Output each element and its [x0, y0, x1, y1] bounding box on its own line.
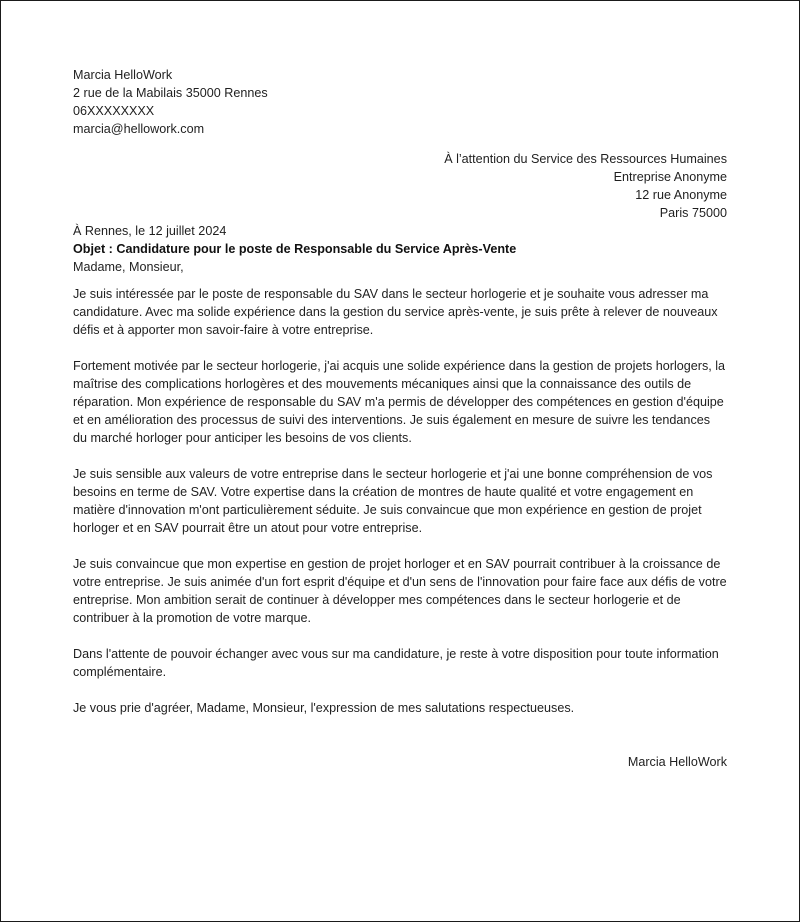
recipient-city: Paris 75000	[659, 206, 727, 220]
date-line: À Rennes, le 12 juillet 2024	[73, 224, 227, 238]
body-paragraph: Fortement motivée par le secteur horlogerie, j'ai acquis une solide expérience dans la gestion de projets horlogers, la maîtrise des complications horlogères et des mouvements mécaniques ainsi que la connaissance des outils de réparation. Mon expérience de responsable du SAV m'a permis de développer des compétences en gestion d'équipe et en amélioration des processus de suivi des interventions. Je suis également en mesure de suivre les tendances du marché horloger pour anticiper les besoins de vos clients.	[73, 359, 726, 445]
body-paragraph: Je suis intéressée par le poste de responsable du SAV dans le secteur horlogerie et je souhaite vous adresser ma candidature. Avec ma solide expérience dans la gestion du service après-vente, je suis prête à relever de nouveaux défis et à apporter mon savoir-faire à votre entreprise.	[73, 287, 718, 337]
letter-content	[73, 66, 727, 771]
body-paragraph: Je suis convaincue que mon expertise en gestion de projet horloger et en SAV pourrait contribuer à la croissance de votre entreprise. Je suis animée d'un fort esprit d'équipe et d'un sens de l'innovation pour faire face aux défis de votre entreprise. Mon ambition serait de continuer à développer mes compétences dans le secteur horlogerie et de contribuer à la promotion de votre marque.	[73, 557, 727, 625]
closing-formula: Je vous prie d'agréer, Madame, Monsieur, l'expression de mes salutations respectueuses.	[73, 701, 575, 715]
body-paragraph: Je suis sensible aux valeurs de votre entreprise dans le secteur horlogerie et j'ai une bonne compréhension de vos besoins en terme de SAV. Votre expertise dans la création de montres de haute qualité et votre engagement en matière d'innovation m'ont particulièrement séduite. Je suis convaincue que mon expérience en gestion de projet horloger et en SAV pourrait être un atout pour votre entreprise.	[73, 467, 713, 535]
recipient-street: 12 rue Anonyme	[635, 188, 727, 202]
body-paragraph: Dans l'attente de pouvoir échanger avec vous sur ma candidature, je reste à votre disposition pour toute information complémentaire.	[73, 647, 719, 679]
sender-block	[73, 66, 727, 138]
subject-line: Objet : Candidature pour le poste de Responsable du Service Après-Vente	[73, 242, 517, 256]
salutation: Madame, Monsieur,	[73, 260, 184, 274]
sender-email: marcia@hellowork.com	[73, 122, 205, 136]
letter-body	[73, 285, 727, 681]
signature: Marcia HelloWork	[627, 755, 727, 769]
recipient-company: Entreprise Anonyme	[613, 170, 727, 184]
sender-phone: 06XXXXXXXX	[73, 104, 155, 118]
recipient-attention: À l’attention du Service des Ressources Humaines	[444, 152, 727, 166]
sender-name: Marcia HelloWork	[73, 68, 173, 82]
sender-address: 2 rue de la Mabilais 35000 Rennes	[73, 86, 268, 100]
recipient-block	[73, 150, 727, 222]
